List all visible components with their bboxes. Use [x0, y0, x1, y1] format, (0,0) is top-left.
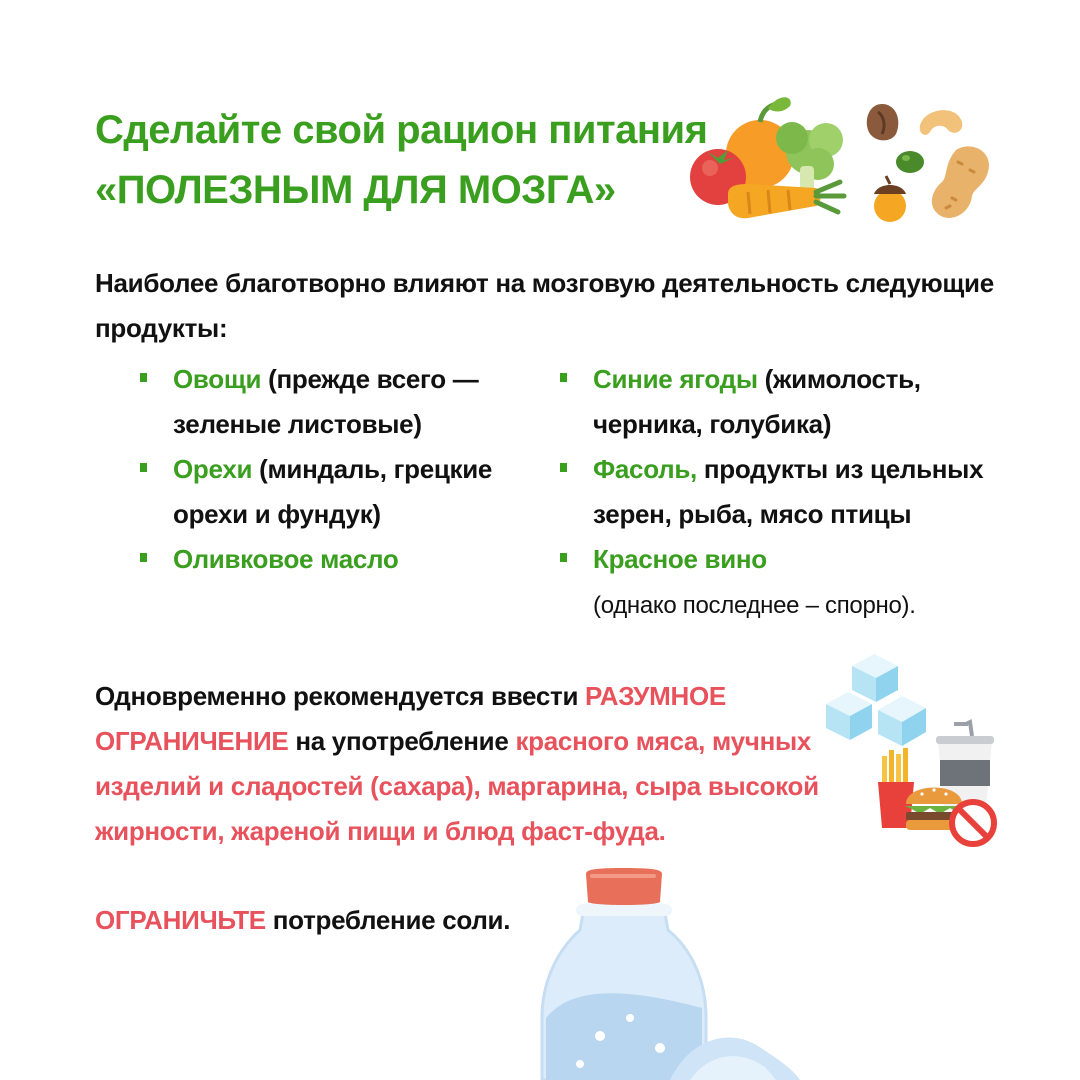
page-title	[95, 100, 707, 220]
bullet-icon	[560, 463, 567, 472]
nuts-icon	[862, 100, 997, 230]
list-item-highlight: Фасоль,	[593, 454, 697, 484]
list-item-note: (однако последнее – спорно).	[593, 592, 916, 619]
list-item-highlight: Оливковое масло	[173, 544, 399, 574]
title-line-2: «ПОЛЕЗНЫМ ДЛЯ МОЗГА»	[95, 168, 616, 212]
bullet-icon	[140, 463, 147, 472]
beneficial-list-left	[140, 357, 500, 582]
list-item-text: (миндаль, грецкие орехи и фундук)	[173, 454, 493, 529]
salt-recommendation	[95, 898, 510, 943]
no-sign-icon	[948, 798, 998, 848]
list-item-text: продукты из цельных зерен, рыба, мясо птицы	[593, 454, 984, 529]
title-line-1: Сделайте свой рацион питания	[95, 108, 708, 152]
salt-text: потребление соли.	[265, 905, 511, 935]
limitation-text-1: Одновременно рекомендуется ввести	[95, 681, 586, 711]
limitation-highlight-1: РАЗУМНОЕ ОГРАНИЧЕНИЕ	[95, 681, 726, 756]
beneficial-list-right	[560, 357, 1020, 628]
bullet-icon	[560, 553, 567, 562]
list-item-highlight: Овощи	[173, 364, 262, 394]
list-item-text: (жимолость, черника, голубика)	[593, 364, 921, 439]
list-item-highlight: Синие ягоды	[593, 364, 758, 394]
limitation-paragraph	[95, 674, 855, 854]
bullet-icon	[140, 373, 147, 382]
intro-text: Наиболее благотворно влияют на мозговую деятельность следующие продукты:	[95, 268, 994, 343]
list-item	[560, 357, 1020, 447]
list-item	[560, 447, 1020, 537]
list-item	[140, 447, 500, 537]
list-item	[140, 537, 500, 582]
list-item-highlight: Орехи	[173, 454, 253, 484]
limitation-text-2: на употребление	[288, 726, 516, 756]
bullet-icon	[560, 373, 567, 382]
list-item	[140, 357, 500, 447]
list-item-text: (прежде всего — зеленые листовые)	[173, 364, 479, 439]
limitation-highlight-2: красного мяса, мучных изделий и сладостей (сахара), маргарина, сыра высокой жирности, жареной пищи и блюд фаст-фуда.	[95, 726, 819, 846]
list-item-highlight: Красное вино	[593, 544, 767, 574]
list-item	[560, 537, 1020, 628]
salt-highlight: ОГРАНИЧЬТЕ	[95, 905, 266, 935]
vegetables-icon	[688, 92, 848, 227]
bullet-icon	[140, 553, 147, 562]
salt-bottle-icon	[540, 868, 800, 1080]
